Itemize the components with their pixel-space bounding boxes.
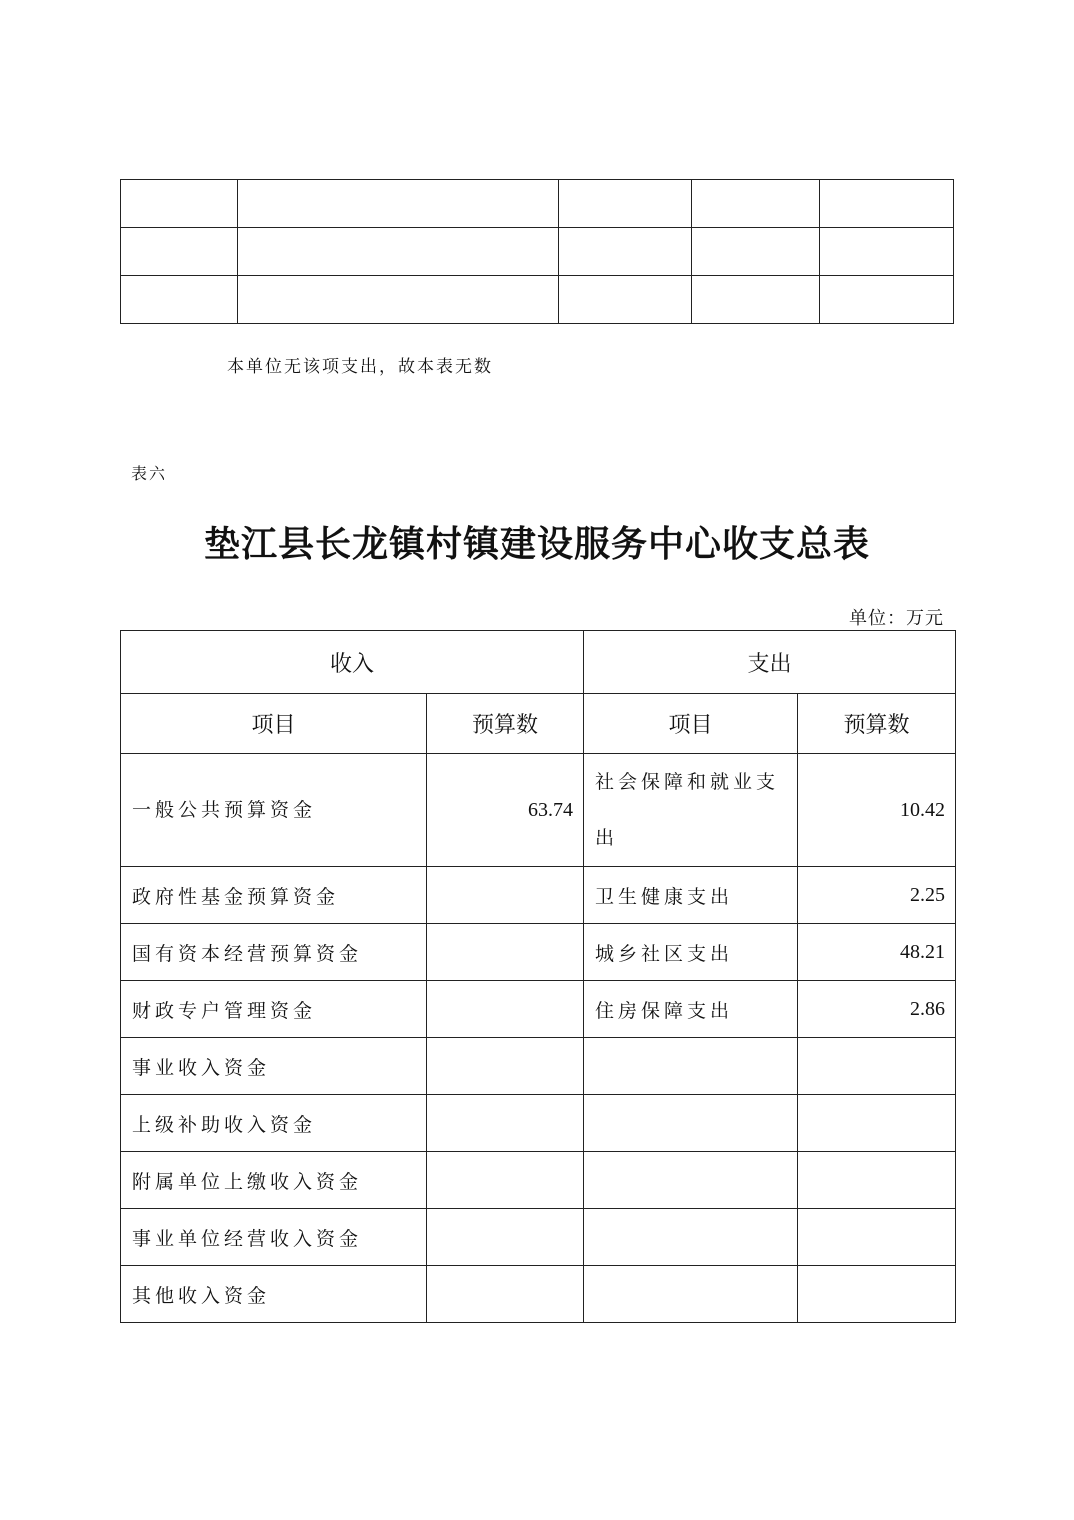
income-value <box>427 1095 584 1152</box>
income-item: 附属单位上缴收入资金 <box>121 1152 427 1209</box>
income-item: 财政专户管理资金 <box>121 981 427 1038</box>
income-value <box>427 924 584 981</box>
expense-value: 2.25 <box>798 867 956 924</box>
table-row <box>121 276 954 324</box>
income-item: 事业单位经营收入资金 <box>121 1209 427 1266</box>
table-row <box>121 754 956 867</box>
income-expense-table <box>120 630 956 1323</box>
expense-item: 卫生健康支出 <box>584 867 798 924</box>
page-title: 垫江县长龙镇村镇建设服务中心收支总表 <box>203 523 870 565</box>
table-number-label: 表六 <box>131 464 168 483</box>
expense-value: 2.86 <box>798 981 956 1038</box>
income-value <box>427 1152 584 1209</box>
income-value <box>427 981 584 1038</box>
income-item: 事业收入资金 <box>121 1038 427 1095</box>
table-header-row <box>121 631 956 694</box>
income-item: 其他收入资金 <box>121 1266 427 1323</box>
expense-item <box>584 1152 798 1209</box>
income-value <box>427 1209 584 1266</box>
expense-item: 城乡社区支出 <box>584 924 798 981</box>
table-row <box>121 180 954 228</box>
expense-value <box>798 1095 956 1152</box>
income-item-header: 项目 <box>121 694 427 754</box>
income-item: 国有资本经营预算资金 <box>121 924 427 981</box>
empty-table <box>120 179 954 324</box>
expense-value: 10.42 <box>798 754 956 867</box>
expense-item <box>584 1266 798 1323</box>
expense-value <box>798 1266 956 1323</box>
table-row <box>121 1038 956 1095</box>
table-row <box>121 981 956 1038</box>
table-row <box>121 1209 956 1266</box>
no-data-note: 本单位无该项支出，故本表无数 <box>227 357 493 377</box>
expense-item <box>584 1209 798 1266</box>
expense-item: 社会保障和就业支出 <box>584 754 798 867</box>
expense-item <box>584 1095 798 1152</box>
table-row <box>121 1095 956 1152</box>
table-row <box>121 1152 956 1209</box>
expense-value <box>798 1209 956 1266</box>
unit-label: 单位：万元 <box>849 608 944 629</box>
table-row <box>121 1266 956 1323</box>
income-value: 63.74 <box>427 754 584 867</box>
expense-value: 48.21 <box>798 924 956 981</box>
income-budget-header: 预算数 <box>427 694 584 754</box>
table-subheader-row <box>121 694 956 754</box>
income-value <box>427 1038 584 1095</box>
expense-header: 支出 <box>584 631 956 694</box>
table-row <box>121 867 956 924</box>
expense-budget-header: 预算数 <box>798 694 956 754</box>
expense-value <box>798 1038 956 1095</box>
expense-item-header: 项目 <box>584 694 798 754</box>
income-item: 上级补助收入资金 <box>121 1095 427 1152</box>
expense-item: 住房保障支出 <box>584 981 798 1038</box>
income-header: 收入 <box>121 631 584 694</box>
expense-item <box>584 1038 798 1095</box>
income-item: 政府性基金预算资金 <box>121 867 427 924</box>
table-row <box>121 924 956 981</box>
table-row <box>121 228 954 276</box>
income-item: 一般公共预算资金 <box>121 754 427 867</box>
expense-value <box>798 1152 956 1209</box>
income-value <box>427 867 584 924</box>
income-value <box>427 1266 584 1323</box>
